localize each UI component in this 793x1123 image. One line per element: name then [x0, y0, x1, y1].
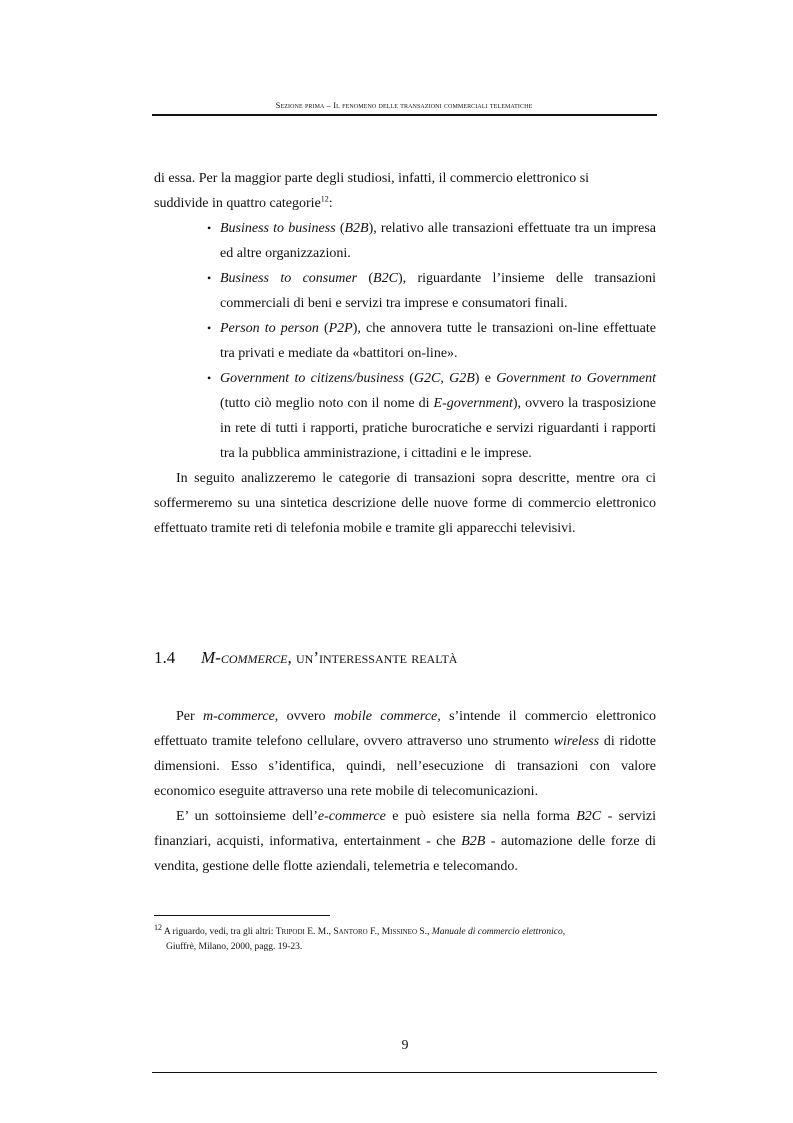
category-description: ), riguardante l’insieme delle transazioni commerciali di beni e servizi tra imprese e consumatori finali. — [220, 271, 656, 311]
paragraph: In seguito analizzeremo le categorie di transazioni sopra descritte, mentre ora ci soffermeremo su una sintetica descrizione delle nuove forme di commercio elettronico effettuato tramite reti di telefonia mobile e tramite gli apparecchi televisivi. — [154, 471, 656, 536]
text: - automazione delle forze di vendita, gestione delle flotte aziendali, telemetria e telecomando. — [154, 834, 656, 874]
category-abbr: G2B — [449, 371, 475, 386]
category-name: Government to Government — [496, 371, 657, 386]
text: , s’intende il commercio elettronico effettuato tramite telefono cellulare, ovvero attraverso uno strumento — [154, 709, 656, 749]
category-abbr: B2B — [344, 221, 369, 236]
text: ( — [403, 371, 414, 386]
section-title-italic: M-commerce — [201, 648, 288, 667]
text: S., — [417, 927, 432, 937]
header-rule — [152, 114, 657, 116]
term: mobile commerce — [333, 709, 438, 724]
intro-block — [154, 166, 656, 541]
intro-text: suddivide in quattro categorie — [154, 196, 321, 211]
running-header: Sezione prima – Il fenomeno delle transazioni commerciali telematiche — [275, 100, 533, 110]
bullet-icon: • — [207, 221, 212, 235]
footnote-rule — [154, 915, 330, 916]
text: E. M., — [304, 927, 334, 937]
intro-line-1: di essa. Per la maggior parte degli studiosi, infatti, il commercio elettronico si — [154, 171, 590, 186]
text: , — [440, 371, 450, 386]
term: e-commerce — [317, 809, 386, 824]
list-item-b2b — [207, 216, 656, 266]
text: ) e — [474, 371, 497, 386]
category-description: ), relativo alle transazioni effettuate tra un impresa ed altre organizzazioni. — [220, 221, 656, 261]
category-description: ), che annovera tutte le transazioni on-line effettuate tra privati e mediate da «battitori on-line». — [220, 321, 656, 361]
paragraph — [154, 704, 656, 804]
text: , ovvero — [274, 709, 334, 724]
category-abbr: B2C — [373, 271, 398, 286]
list-item-b2c — [207, 266, 656, 316]
category-abbr: P2P — [328, 321, 353, 336]
footer-rule — [152, 1072, 657, 1073]
bullet-icon: • — [207, 371, 212, 385]
text: e può esistere sia nella forma — [385, 809, 577, 824]
paragraph — [154, 804, 656, 879]
category-abbr: G2C — [413, 371, 441, 386]
footnote-number: 12 — [154, 922, 162, 932]
page-number: 9 — [401, 1038, 409, 1053]
mcommerce-block — [154, 704, 656, 879]
text: E’ un sottoinsieme dell’ — [176, 809, 318, 824]
text: di ridotte dimensioni. Esso s’identifica, quindi, nell’esecuzione di transazioni con valore economico eseguite attraverso una rete mobile di telecomunicazioni. — [154, 734, 657, 799]
category-list — [154, 216, 656, 466]
text: , — [562, 927, 566, 937]
footnote-continuation: Giuffrè, Milano, 2000, pagg. 19-23. — [166, 942, 303, 952]
category-term: E-government — [433, 396, 513, 411]
book-title: Manuale di commercio elettronico — [431, 927, 563, 937]
author: Missineo — [381, 927, 418, 937]
text: ( — [335, 221, 345, 236]
bullet-icon: • — [207, 321, 212, 335]
section-heading — [154, 648, 457, 668]
footnote-ref[interactable]: 12 — [320, 194, 329, 204]
term: B2B — [461, 834, 486, 849]
text: (tutto ciò meglio noto con il nome di — [220, 396, 434, 411]
category-name: Business to business — [220, 221, 336, 236]
category-name: Person to person — [220, 321, 319, 336]
author: Tripodi — [275, 927, 305, 937]
section-title-rest: , un’interessante realtà — [287, 648, 458, 667]
category-name: Government to citizens/business — [220, 371, 404, 386]
text: A riguardo, vedi, tra gli altri: — [162, 927, 276, 937]
term: B2C — [576, 809, 602, 824]
section-number: 1.4 — [154, 648, 176, 667]
intro-line-2 — [154, 191, 656, 216]
author: Santoro — [333, 927, 368, 937]
category-name: Business to consumer — [220, 271, 358, 286]
bullet-icon: • — [207, 271, 212, 285]
term: wireless — [553, 734, 600, 749]
text: Per — [176, 709, 203, 724]
list-item-government — [207, 366, 657, 466]
footnote — [154, 922, 656, 955]
category-description: ), ovvero la trasposizione in rete di tutti i rapporti, pratiche burocratiche e servizi riguardanti i rapporti tra la pubblica amministrazione, i cittadini e le imprese. — [220, 396, 656, 461]
text: ( — [357, 271, 374, 286]
list-item-p2p — [207, 316, 656, 366]
term: m-commerce — [203, 709, 275, 724]
text: ( — [318, 321, 329, 336]
intro-colon: : — [328, 196, 333, 211]
text: F., — [367, 927, 382, 937]
text: - servizi finanziari, acquisti, informativa, entertainment - che — [154, 809, 656, 849]
